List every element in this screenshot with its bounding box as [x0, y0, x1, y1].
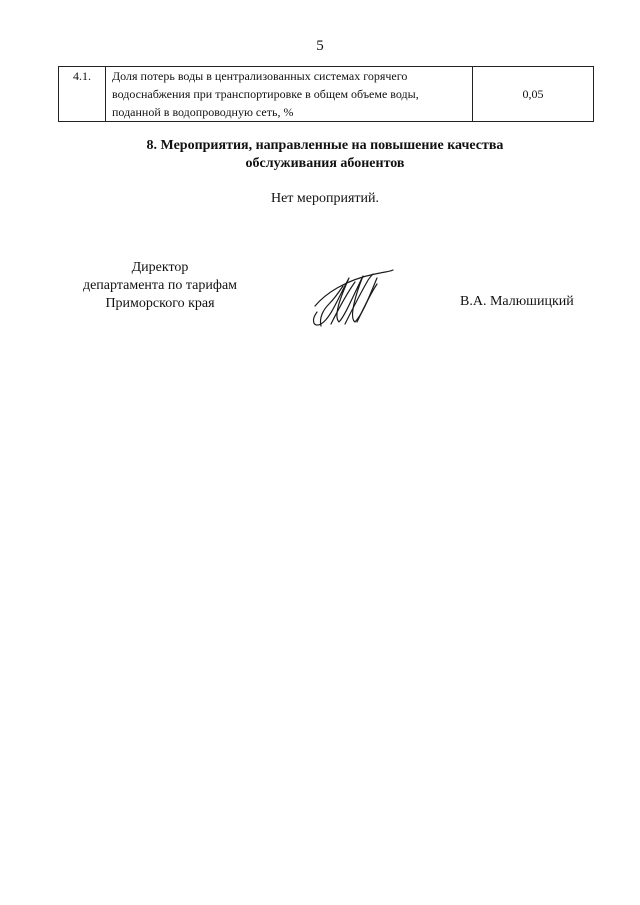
page-number: 5 — [316, 38, 324, 54]
row-description-line: водоснабжения при транспортировке в общем объеме воды, — [112, 87, 419, 101]
section-body-text: Нет мероприятий. — [270, 191, 380, 206]
section-heading — [0, 137, 640, 173]
row-description-line: Доля потерь воды в централизованных системах горячего — [112, 69, 408, 83]
table-row — [59, 67, 594, 122]
row-description — [106, 67, 473, 122]
row-description-line: поданной в водопроводную сеть, % — [112, 105, 294, 119]
signatory-name: В.А. Малюшицкий — [460, 294, 574, 309]
signatory-title-line: департамента по тарифам — [82, 278, 238, 293]
row-number: 4.1. — [59, 67, 106, 122]
section-heading-line: 8. Мероприятия, направленные на повышение качества — [146, 138, 504, 153]
signatory-title-line: Приморского края — [105, 296, 215, 311]
signatory-title — [40, 259, 280, 313]
indicator-table — [58, 66, 594, 122]
row-value: 0,05 — [473, 67, 594, 122]
signatory-title-line: Директор — [131, 260, 189, 275]
handwritten-signature-icon — [305, 266, 397, 332]
section-heading-line: обслуживания абонентов — [245, 156, 405, 171]
